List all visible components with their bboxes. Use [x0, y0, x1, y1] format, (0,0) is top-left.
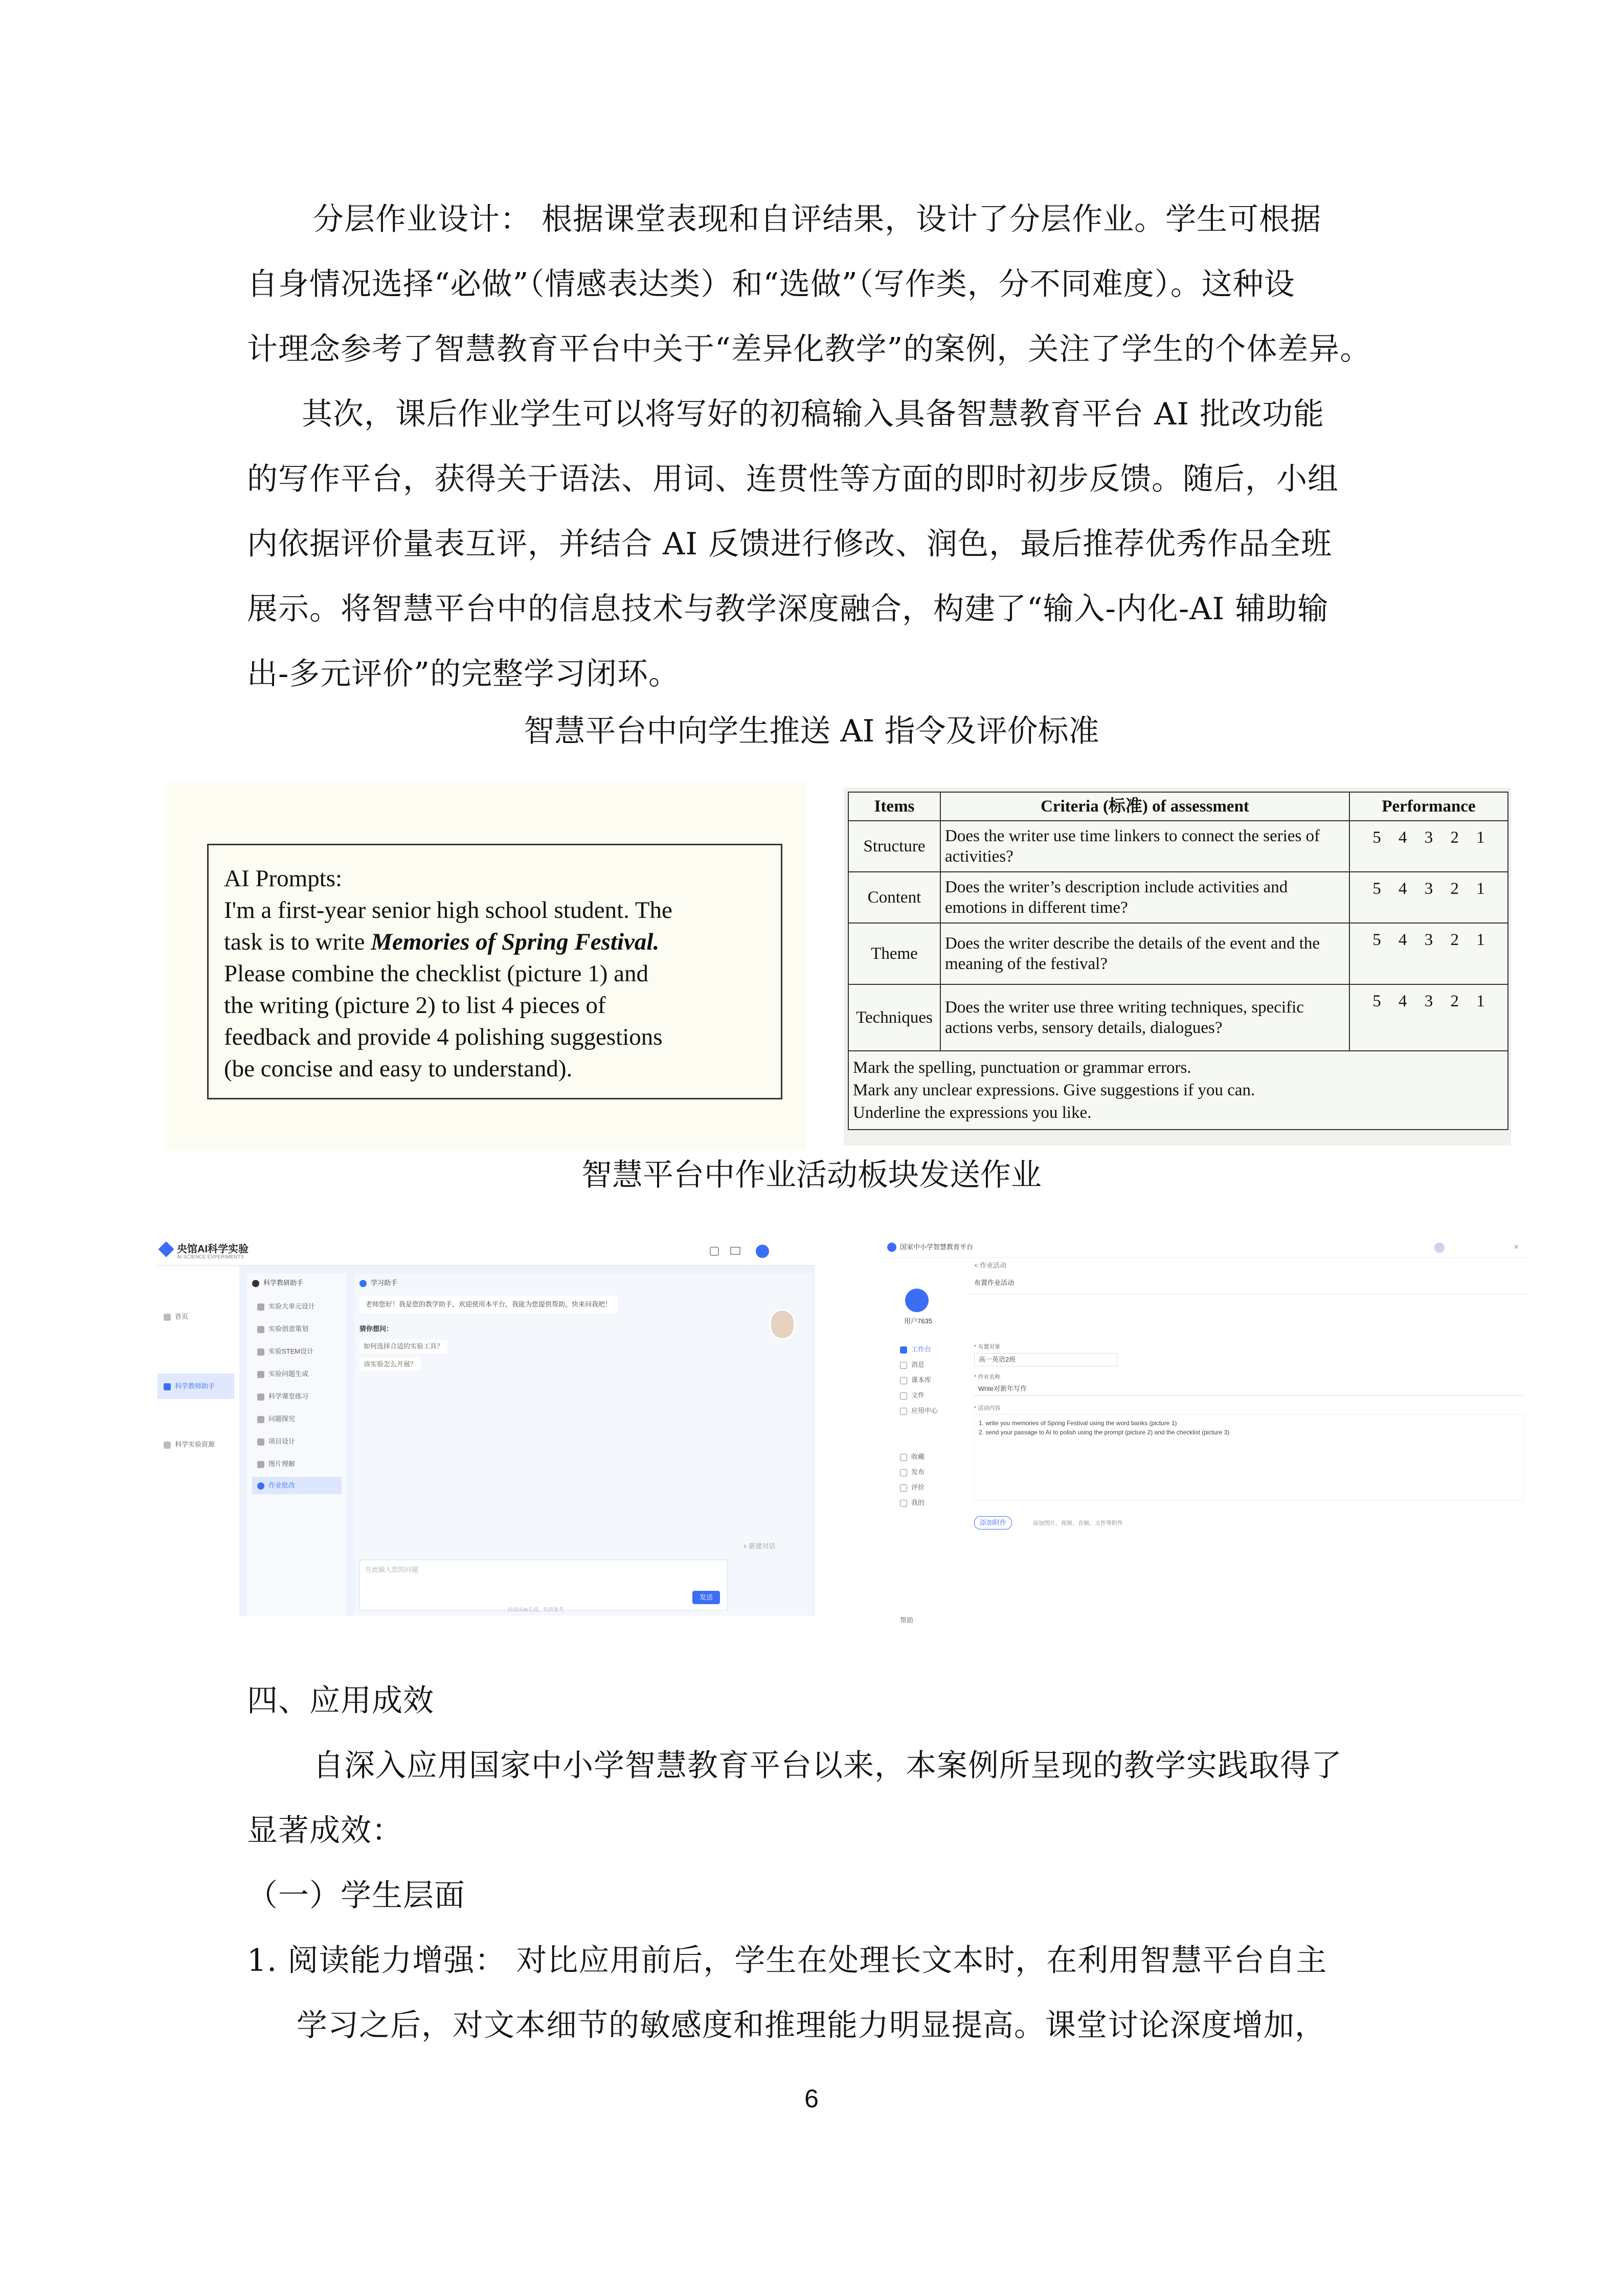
paragraph-line: 展示。将智慧平台中的信息技术与教学深度融合，构建了“输入-内化-AI 辅助输: [247, 591, 1329, 627]
add-attachment-button[interactable]: 添加附件: [974, 1516, 1012, 1529]
menu-item[interactable]: 实验大单元设计: [257, 1302, 315, 1311]
user-avatar[interactable]: [756, 1245, 769, 1258]
tip-chip[interactable]: 该实验怎么开展？: [359, 1358, 421, 1371]
rubric-item: Structure: [848, 821, 940, 872]
prompt-heading: AI Prompts:: [224, 865, 343, 892]
menu-item[interactable]: 项目设计: [257, 1437, 295, 1446]
assessment-rubric-figure: [844, 787, 1511, 1145]
form-section-title: 布置作业活动: [974, 1279, 1015, 1287]
assistant-menu: [247, 1273, 347, 1616]
rubric-scores: 5 4 3 2 1: [1349, 984, 1508, 1051]
side-nav: [880, 1258, 966, 1631]
app-logo-sub: AI SCIENCE EXPERIMENTS: [177, 1254, 244, 1260]
rubric-item: Techniques: [848, 984, 940, 1051]
paragraph-line: 显著成效：: [247, 1813, 403, 1849]
chat-input-area[interactable]: [359, 1560, 728, 1611]
side-item[interactable]: 课本库: [900, 1376, 931, 1385]
rubric-criteria: Does the writer describe the details of the event and the meaning of the festival?: [940, 923, 1349, 984]
nav-sidebar: [157, 1266, 239, 1616]
nav-item-home[interactable]: 首页: [164, 1312, 188, 1321]
name-input[interactable]: Write对新年写作: [974, 1383, 1524, 1395]
screenshot-ai-assistant: [157, 1237, 815, 1616]
nav-item-teacher-assistant[interactable]: 科学教师助手: [157, 1374, 234, 1399]
platform-title: 国家中小学智慧教育平台: [900, 1243, 974, 1251]
content-textarea[interactable]: [974, 1414, 1524, 1501]
prompt-line: feedback and provide 4 polishing suggestions: [224, 1024, 663, 1050]
rubric-note: Mark any unclear expressions. Give suggestions if you can.: [853, 1081, 1255, 1099]
menu-item[interactable]: 科学课堂练习: [257, 1392, 308, 1401]
paragraph-line: 计理念参考了智慧教育平台中关于“差异化教学”的案例，关注了学生的个体差异。: [247, 331, 1371, 367]
side-item[interactable]: 消息: [900, 1360, 925, 1369]
top-bar: [880, 1237, 1529, 1258]
help-link[interactable]: 帮助: [900, 1616, 914, 1624]
attachment-hint: 添加图片、视频、音频、文件等附件: [1033, 1520, 1123, 1526]
app-logo: 央馆AI科学实验: [177, 1244, 249, 1255]
subsection-heading: （一）学生层面: [247, 1878, 465, 1914]
paragraph-ai-feedback: 其次，课后作业学生可以将写好的初稿输入具备智慧教育平台 AI 批改功能: [302, 396, 1325, 432]
field-label-name: * 作业名称: [974, 1374, 1001, 1380]
user-name: 用户7635: [904, 1317, 932, 1325]
assistant-title: 科学教研助手: [252, 1278, 303, 1288]
tip-chip[interactable]: 如何选择合适的实验工具？: [359, 1340, 447, 1353]
paragraph-line: 的写作平台，获得关于语法、用词、连贯性等方面的即时初步反馈。随后，小组: [247, 461, 1339, 497]
prompt-line: I'm a first-year senior high school student. The: [224, 897, 672, 924]
rubric-scores: 5 4 3 2 1: [1349, 872, 1508, 923]
chat-footer: 内容由AI生成，仅供参考: [508, 1607, 564, 1613]
assistant-avatar: [770, 1309, 795, 1340]
field-label-class: * 布置对象: [974, 1344, 1001, 1350]
prompt-line: (be concise and easy to understand).: [224, 1055, 573, 1082]
section-heading: 四、应用成效: [247, 1683, 434, 1719]
menu-item[interactable]: 问题探究: [257, 1414, 295, 1424]
rubric-criteria: Does the writer use time linkers to connect the series of activities?: [940, 821, 1349, 872]
prompt-line: Please combine the checklist (picture 1) and: [224, 960, 649, 987]
rubric-header: Items: [848, 792, 940, 821]
side-item[interactable]: 收藏: [900, 1452, 925, 1461]
rubric-item: Content: [848, 872, 940, 923]
menu-item[interactable]: 图片理解: [257, 1459, 295, 1469]
figure-caption-homework: 智慧平台中作业活动板块发送作业: [581, 1157, 1042, 1193]
side-item[interactable]: 我的: [900, 1498, 925, 1507]
tips-title: 猜你想问：: [359, 1325, 393, 1333]
rubric-item: Theme: [848, 923, 940, 984]
menu-item[interactable]: 实验创意策划: [257, 1324, 308, 1334]
paragraph-line: 内依据评价量表互评，并结合 AI 反馈进行修改、润色，最后推荐优秀作品全班: [247, 526, 1333, 562]
menu-item[interactable]: 实验STEM设计: [257, 1347, 313, 1356]
field-label-content: * 活动内容: [974, 1405, 1001, 1411]
prompt-line: task is to write Memories of Spring Festival.: [224, 929, 660, 955]
figure-caption-prompts: 智慧平台中向学生推送 AI 指令及评价标准: [524, 713, 1099, 749]
paragraph-line: 自身情况选择“必做”（情感表达类）和“选做”（写作类，分不同难度）。这种设: [247, 266, 1295, 302]
paragraph-line: 出-多元评价”的完整学习闭环。: [247, 656, 680, 692]
rubric-criteria: Does the writer use three writing techniques, specific actions verbs, sensory details, dialogues?: [940, 984, 1349, 1051]
screenshot-homework-assignment: [880, 1237, 1529, 1631]
menu-item[interactable]: 实验问题生成: [257, 1369, 308, 1379]
send-button[interactable]: 发送: [692, 1591, 720, 1604]
content-line: 2. send your passage to AI to polish using the prompt (picture 2) and the checklist (picture 3): [979, 1429, 1230, 1436]
prompt-line: the writing (picture 2) to list 4 pieces of: [224, 992, 606, 1019]
rubric-header: Criteria (标准) of assessment: [940, 792, 1349, 821]
content-line: 1. write you memories of Spring Festival using the word banks (picture 1): [979, 1420, 1177, 1427]
rubric-criteria: Does the writer’s description include activities and emotions in different time?: [940, 872, 1349, 923]
ai-prompt-figure: [165, 782, 806, 1151]
new-chat-button[interactable]: + 新建对话: [743, 1542, 776, 1550]
side-item[interactable]: 评价: [900, 1483, 925, 1492]
list-item-reading: 1. 阅读能力增强： 对比应用前后，学生在处理长文本时，在利用智慧平台自主: [247, 1943, 1327, 1978]
window-controls: [1434, 1243, 1445, 1253]
side-item-active[interactable]: 工作台: [900, 1345, 931, 1354]
nav-item-resources[interactable]: 科学实验资源: [164, 1440, 215, 1449]
paragraph-results: 自深入应用国家中小学智慧教育平台以来，本案例所呈现的教学实践取得了: [313, 1748, 1342, 1784]
prompt-title: Memories of Spring Festival.: [371, 929, 660, 955]
chat-panel: [354, 1273, 812, 1616]
page-number: 6: [804, 2084, 819, 2113]
close-icon[interactable]: ✕: [1514, 1243, 1519, 1251]
bell-icon[interactable]: [710, 1247, 719, 1256]
rubric-header: Performance: [1349, 792, 1508, 821]
assessment-rubric-table: [848, 792, 1508, 1130]
chat-name: 学习助手: [359, 1278, 397, 1288]
chat-input-placeholder: 在此输入您的问题: [365, 1566, 419, 1573]
rubric-scores: 5 4 3 2 1: [1349, 821, 1508, 872]
rubric-note: Mark the spelling, punctuation or grammar errors.: [853, 1059, 1191, 1077]
chat-greeting: 老师您好！我是您的教学助手，欢迎使用本平台，我能为您提供帮助，快来问我吧！: [359, 1296, 618, 1313]
form-panel: [969, 1258, 1529, 1616]
paragraph-tiered-homework: 分层作业设计： 根据课堂表现和自评结果，设计了分层作业。学生可根据: [313, 201, 1322, 237]
user-avatar: [905, 1289, 929, 1312]
ai-prompt-box: [207, 844, 782, 1099]
rubric-note: Underline the expressions you like.: [853, 1104, 1092, 1122]
class-select[interactable]: 高一英语2班: [974, 1353, 1117, 1366]
rubric-scores: 5 4 3 2 1: [1349, 923, 1508, 984]
mail-icon[interactable]: [730, 1247, 740, 1255]
back-link[interactable]: < 作业活动: [974, 1262, 1007, 1269]
side-item[interactable]: 应用中心: [900, 1406, 938, 1415]
rubric-notes: [848, 1051, 1508, 1130]
menu-item-active[interactable]: 作业批改: [252, 1477, 342, 1494]
platform-logo-icon: [887, 1243, 896, 1252]
side-item[interactable]: 发布: [900, 1468, 925, 1477]
side-item[interactable]: 文件: [900, 1391, 925, 1400]
list-item-line: 学习之后，对文本细节的敏感度和推理能力明显提高。课堂讨论深度增加，: [297, 2008, 1326, 2043]
